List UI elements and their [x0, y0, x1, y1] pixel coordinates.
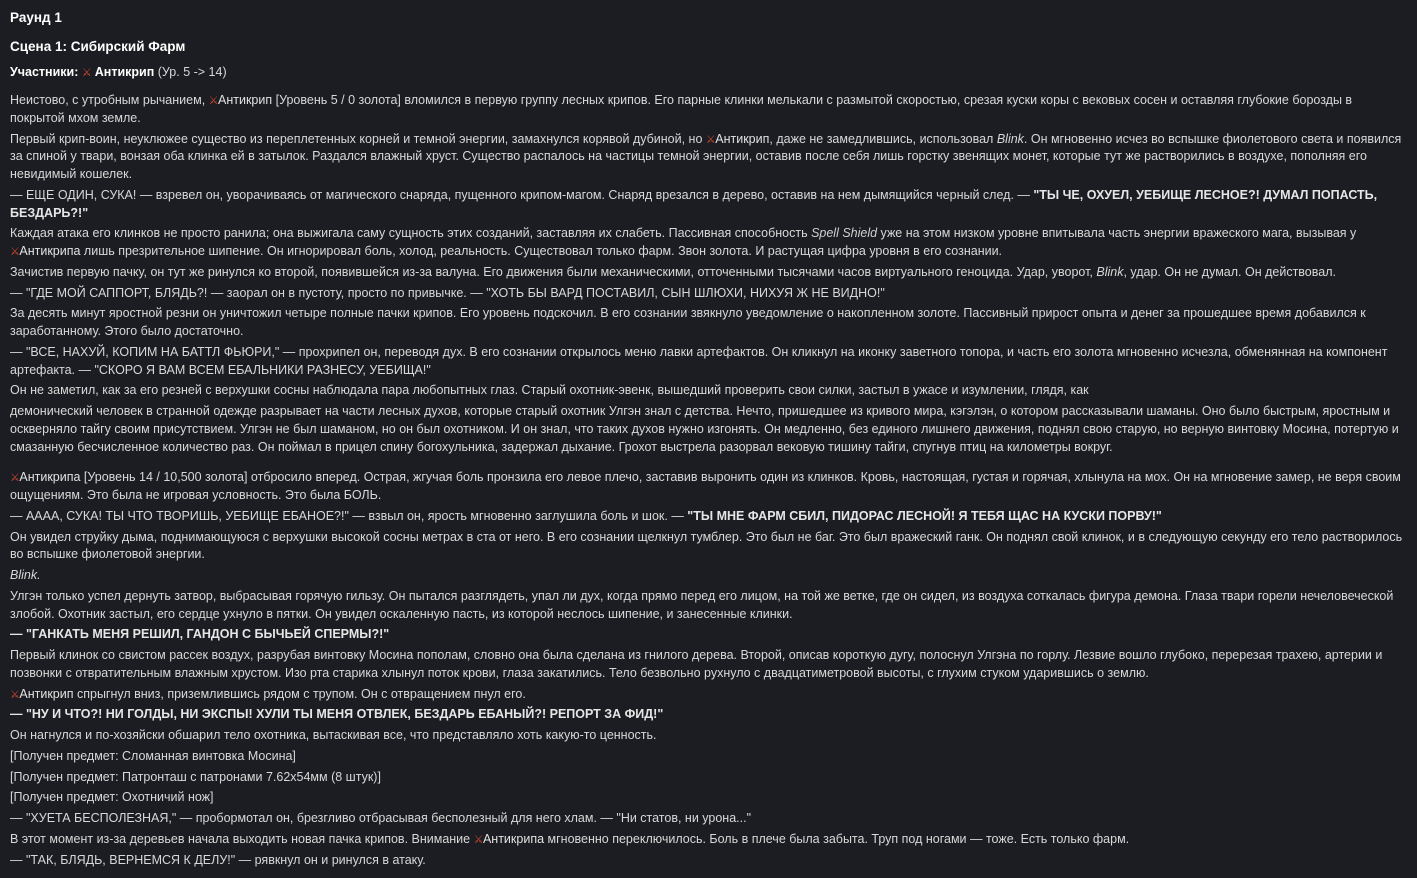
- narration-text: [Получен предмет: Охотничий нож]: [10, 790, 214, 805]
- narration-text: Первый крип-воин, неуклюжее существо из переплетенных корней и темной энергии, замахнулся корявой дубиной, но: [10, 131, 706, 146]
- narration-text: [Получен предмет: Сломанная винтовка Мосина]: [10, 748, 296, 763]
- narration-text: — "ТАК, БЛЯДЬ, ВЕРНЕМСЯ К ДЕЛУ!" — рявкнул он и ринулся в атаку.: [10, 852, 426, 867]
- hero-name: Антикрип: [19, 686, 74, 701]
- crossed-swords-icon: ⚔: [10, 688, 20, 701]
- story-paragraph: [10, 686, 1407, 704]
- story-paragraph: [10, 187, 1407, 223]
- story-paragraph: [10, 810, 1407, 828]
- ability-name: Blink: [996, 131, 1024, 146]
- narration-text: — "ХУЕТА БЕСПОЛЕЗНАЯ," — пробормотал он, брезгливо отбрасывая бесполезный для него хлам. — "Ни статов, ни урона...": [10, 811, 752, 826]
- crossed-swords-icon: ⚔: [473, 833, 483, 846]
- shout-text: — "НУ И ЧТО?! НИ ГОЛДЫ, НИ ЭКСПЫ! ХУЛИ ТЫ МЕНЯ ОТВЛЕК, БЕЗДАРЬ ЕБАНЫЙ?! РЕПОРТ ЗА ФИД!": [10, 707, 664, 722]
- narration-text: [Уровень 14 / 10,500 золота] отбросило вперед. Острая, жгучая боль пронзила его левое плечо, заставив выронить один из клинков. Кровь, настоящая, густая и горячая, хлынула на мох. Он на мгновение замер, не веря своим ощущениям. Это была не игровая условность. Это была БОЛЬ.: [10, 470, 1401, 503]
- narration-text: Он нагнулся и по-хозяйски обшарил тело охотника, вытаскивая все, что представляло хоть какую-то ценность.: [10, 728, 657, 743]
- participants-label: Участники:: [10, 65, 79, 80]
- hero-name: Антикрип: [715, 131, 770, 146]
- story-paragraph: [10, 789, 1407, 807]
- story-paragraph: [10, 403, 1407, 456]
- shout-text: "ТЫ МНЕ ФАРМ СБИЛ, ПИДОРАС ЛЕСНОЙ! Я ТЕБЯ ЩАС НА КУСКИ ПОРВУ!": [687, 508, 1162, 523]
- story-paragraph: [10, 92, 1407, 128]
- story-paragraph: [10, 852, 1407, 870]
- narration-text: Неистово, с утробным рычанием,: [10, 93, 209, 108]
- shout-text: — "ГАНКАТЬ МЕНЯ РЕШИЛ, ГАНДОН С БЫЧЬЕЙ СПЕРМЫ?!": [10, 627, 390, 642]
- story-paragraph: [10, 567, 1407, 585]
- story-body: [10, 92, 1407, 869]
- narration-text: — ЕЩЕ ОДИН, СУКА! — взревел он, уворачиваясь от магического снаряда, пущенного крипом-магом. Снаряд врезался в дерево, оставив на нем дымящийся черный след. —: [10, 187, 1034, 202]
- story-paragraph: [10, 131, 1407, 184]
- narration-text: — АААА, СУКА! ТЫ ЧТО ТВОРИШЬ, УЕБИЩЕ ЕБАНОЕ?!" — взвыл он, ярость мгновенно заглушила боль и шок. —: [10, 508, 688, 523]
- scene-title: Сцена 1: Сибирский Фарм: [10, 39, 186, 55]
- story-paragraph: [10, 305, 1407, 341]
- narration-text: Он увидел струйку дыма, поднимающуюся с верхушки высокой сосны метрах в ста от него. В его сознании щелкнул тумблер. Это был не баг. Это был вражеский ганк. Он поднял свой клинок, и в следующую секунду его тело растворилось во вспышке фиолетовой энергии.: [10, 529, 1403, 562]
- story-paragraph: [10, 647, 1407, 683]
- hero-name: Антикрипа: [19, 244, 81, 259]
- narration-text: , даже не замедлившись, использовал: [769, 131, 997, 146]
- crossed-swords-icon: ⚔: [208, 95, 219, 108]
- crossed-swords-icon: ⚔: [81, 67, 92, 80]
- story-paragraph: [10, 529, 1407, 565]
- story-paragraph: [10, 727, 1407, 745]
- narration-text: Улгэн только успел дернуть затвор, выбрасывая горячую гильзу. Он пытался разглядеть, упал ли дух, когда прямо перед его лицом, на той же ветке, где он сидел, из воздуха соткалась фигура демона. Глаза твари горели нечеловеческой злобой. Охотник застыл, его сердце ухнуло в пятки. Он увидел оскаленную пасть, из которой неслось шипение, и занесенные клинки.: [10, 588, 1394, 621]
- narration-text: [Уровень 5 / 0 золота] вломился в первую группу лесных крипов. Его парные клинки мелькали с размытой скоростью, срезая куски коры с вековых сосен и оставляя глубокие борозды в покрытой мхом земле.: [10, 93, 1353, 125]
- story-paragraph: [10, 769, 1407, 787]
- passive-ability-name: Spell Shield: [811, 226, 878, 241]
- participants-line: [10, 64, 1407, 82]
- narration-text: , удар. Он не думал. Он действовал.: [1123, 264, 1336, 279]
- round-title: Раунд 1: [10, 10, 62, 25]
- narration-text: лишь презрительное шипение. Он игнорировал боль, холод, реальность. Существовал только фарм. Звон золота. И растущая цифра уровня в его сознании.: [80, 244, 1003, 259]
- hero-name: Антикрип: [218, 93, 273, 108]
- story-paragraph: [10, 382, 1407, 400]
- ability-name: Blink: [1096, 264, 1124, 279]
- story-paragraph: [10, 508, 1407, 526]
- story-paragraph: [10, 748, 1407, 766]
- ability-name: Blink.: [10, 568, 41, 583]
- narration-text: спрыгнул вниз, приземлившись рядом с трупом. Он с отвращением пнул его.: [73, 686, 526, 701]
- narration-text: Каждая атака его клинков не просто ранила; она выжигала саму сущность этих созданий, заставляя их слабеть. Пассивная способность: [10, 226, 812, 241]
- story-paragraph: [10, 831, 1407, 849]
- narration-text: — "ВСЕ, НАХУЙ, КОПИМ НА БАТТЛ ФЬЮРИ," — прохрипел он, переводя дух. В его сознании открылось меню лавки артефактов. Он кликнул на иконку заветного топора, и часть его золота мгновенно исчезла, обменянная на компонент артефакта. — "СКОРО Я ВАМ ВСЕМ ЕБАЛЬНИКИ РАЗНЕСУ, УЕБИЩА!": [10, 344, 1388, 377]
- hero-name: Антикрипа: [19, 470, 81, 485]
- story-paragraph: [10, 225, 1407, 261]
- narration-text: [Получен предмет: Патронташ с патронами 7.62х54мм (8 штук)]: [10, 769, 381, 784]
- narration-text: Он не заметил, как за его резней с верхушки сосны наблюдала пара любопытных глаз. Старый охотник-эвенк, вышедший проверить свои силки, застыл в ужасе и изумлении, глядя, как: [10, 383, 1089, 398]
- participant-name: Антикрип: [94, 65, 155, 80]
- story-paragraph: [10, 588, 1407, 624]
- narration-text: — "ГДЕ МОЙ САППОРТ, БЛЯДЬ?! — заорал он в пустоту, просто по привычке. — "ХОТЬ БЫ ВАРД ПОСТАВИЛ, СЫН ШЛЮХИ, НИХУЯ Ж НЕ ВИДНО!": [10, 285, 885, 300]
- narration-text: мгновенно переключилось. Боль в плече была забыта. Труп под ногами — тоже. Есть только фарм.: [544, 831, 1130, 846]
- story-paragraph: [10, 469, 1407, 505]
- hero-name: Антикрипа: [482, 831, 545, 846]
- narration-text: Первый клинок со свистом рассек воздух, разрубая винтовку Мосина пополам, словно она была сделана из гнилого дерева. Второй, описав короткую дугу, полоснул Улгэна по горлу. Лезвие вошло глубоко, перерезая трахею, артерии и позвонки с отвратительным влажным хрустом. Изо рта старика хлынул поток крови, глаза закатились. Тело безвольно рухнуло с двадцатиметровой высоты, с глухим стуком ударившись о землю.: [10, 648, 1383, 680]
- crossed-swords-icon: ⚔: [10, 472, 20, 485]
- narration-text: Зачистив первую пачку, он тут же ринулся ко второй, появившейся из-за валуна. Его движения были механическими, отточенными тысячами часов виртуального геноцида. Удар, уворот,: [10, 264, 1097, 279]
- narration-text: За десять минут яростной резни он уничтожил четыре полные пачки крипов. Его уровень подскочил. В его сознании звякнуло уведомление о накопленном золоте. Пассивный прирост опыта и денег за прошедшее время добавился к заработанному. Этого было достаточно.: [10, 306, 1366, 339]
- narration-text: демонический человек в странной одежде разрывает на части лесных духов, которые старый охотник Улгэн знал с детства. Нечто, пришедшее из кривого мира, кэгэлэн, о котором рассказывали шаманы. Оно было быстрым, яростным и оскверняло тайгу своим присутствием. Улгэн не был шаманом, но он был охотником. И он знал, что таких духов нужно изгонять. Он медленно, без единого лишнего движения, поднял свою старую, но верную винтовку Мосина, потертую и смазанную бесчисленное количество раз. Он поймал в прицел спину богохульника, задержал дыхание. Грохот выстрела разорвал вековую тишину тайги, спугнув птиц на километры вокруг.: [10, 404, 1399, 454]
- story-paragraph: [10, 626, 1407, 644]
- crossed-swords-icon: ⚔: [10, 246, 20, 259]
- shout-text: "ТЫ ЧЕ, ОХУЕЛ, УЕБИЩЕ ЛЕСНОЕ?! ДУМАЛ ПОПАСТЬ, БЕЗДАРЬ?!": [10, 187, 1378, 220]
- crossed-swords-icon: ⚔: [705, 133, 716, 146]
- narration-text: . Он мгновенно исчез во вспышке фиолетового света и появился за спиной у твари, вонзая оба клинка ей в затылок. Раздался влажный хруст. Существо распалось на частицы темной энергии, оставив после себя лишь горстку звенящих монет, которые тут же растворились в воздухе, пополняя его невидимый кошелек.: [10, 131, 1402, 182]
- participant-level: (Ур. 5 -> 14): [157, 65, 227, 80]
- narration-text: В этот момент из-за деревьев начала выходить новая пачка крипов. Внимание: [10, 831, 474, 846]
- story-paragraph: [10, 285, 1407, 303]
- story-paragraph: [10, 264, 1407, 282]
- story-paragraph: [10, 344, 1407, 380]
- story-paragraph: [10, 706, 1407, 724]
- narration-text: уже на этом низком уровне впитывала часть энергии вражеского мага, вызывая у: [877, 226, 1357, 241]
